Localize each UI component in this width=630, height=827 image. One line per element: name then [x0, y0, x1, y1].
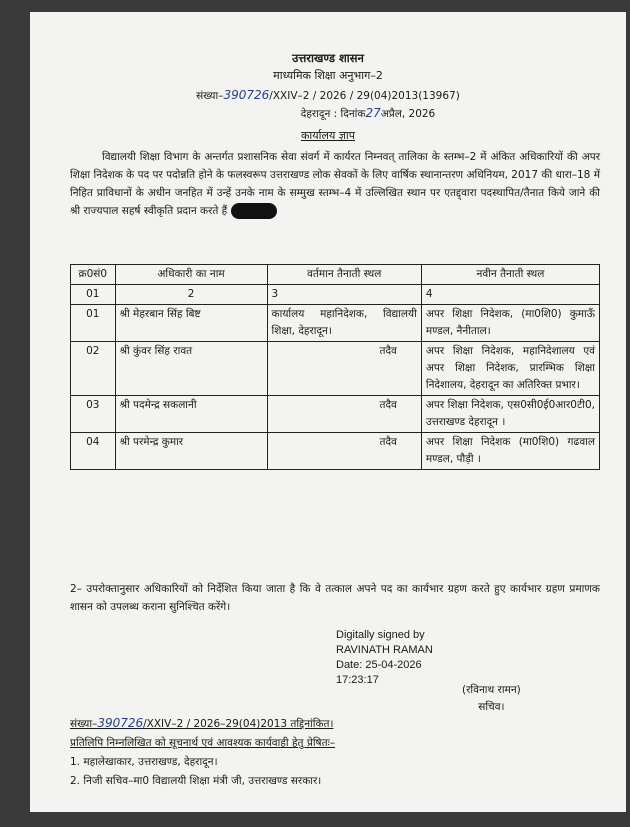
government-title: उत्तराखण्ड शासन [292, 51, 364, 65]
date-prefix: देहरादून : दिनांक [300, 108, 366, 120]
new-posting-cell: अपर शिक्षा निदेशक (मा0शि0) गढवाल मण्डल, पौड़ी । [421, 433, 599, 470]
officer-name-cell: श्री परमेन्द्र कुमार [115, 433, 267, 470]
table-row [71, 396, 600, 433]
current-posting-cell: कार्यालय महानिदेशक, विद्यालयी शिक्षा, देहरादून। [267, 305, 421, 342]
copy-reference-prefix: संख्या– [70, 718, 98, 730]
new-posting-cell: अपर शिक्षा निदेशक, (मा0शि0) कुमाऊँ मण्डल, नैनीताल। [421, 305, 599, 342]
signature-time: 17:23:17 [336, 674, 379, 686]
table-column-number-row [71, 285, 600, 305]
reference-suffix: /XXIV–2 / 2026 / 29(04)2013(13967) [269, 90, 460, 102]
posting-table [70, 264, 600, 470]
table-row [71, 433, 600, 470]
copy-list [70, 734, 335, 791]
order-title-text: कार्यालय ज्ञाप [300, 129, 355, 142]
date-suffix: अप्रैल, 2026 [380, 108, 436, 120]
column-number: 2 [115, 285, 267, 305]
current-posting-cell: तदैव [267, 433, 421, 470]
serial-cell: 01 [71, 305, 116, 342]
table-header-row [71, 265, 600, 285]
digital-signature-block [336, 628, 433, 688]
section-name: माध्यमिक शिक्षा अनुभाग–2 [273, 69, 383, 82]
signature-line: Digitally signed by [336, 629, 425, 641]
new-posting-cell: अपर शिक्षा निदेशक, एस0सी0ई0आर0टी0, उत्तराखण्ड देहरादून । [421, 396, 599, 433]
serial-cell: 04 [71, 433, 116, 470]
header-officer-name: अधिकारी का नाम [115, 265, 267, 285]
serial-cell: 03 [71, 396, 116, 433]
signatory-designation: सचिव। [478, 701, 505, 713]
handwritten-date: 27 [365, 106, 381, 120]
copy-heading: प्रतिलिपि निम्नलिखित को सूचनार्थ एवं आवश्यक कार्यवाही हेतु प्रेषितः– [70, 737, 335, 749]
column-number: 01 [71, 285, 116, 305]
current-posting-cell: तदैव [267, 396, 421, 433]
handwritten-copy-reference: 390726 [97, 716, 144, 730]
new-posting-cell: अपर शिक्षा निदेशक, महानिदेशालय एवं अपर शिक्षा निदेशक, प्रारम्भिक शिक्षा निदेशालय, देहरादून का अतिरिक्त प्रभार। [421, 342, 599, 396]
table-row [71, 305, 600, 342]
header-current-posting: वर्तमान तैनाती स्थल [267, 265, 421, 285]
list-item: 2. निजी सचिव–मा0 विद्यालयी शिक्षा मंत्री जी, उत्तराखण्ड सरकार। [70, 775, 322, 787]
signatory-block [462, 682, 521, 716]
officer-name-cell: श्री कुंवर सिंह रावत [115, 342, 267, 396]
officer-name-cell: श्री मेहरबान सिंह बिष्ट [115, 305, 267, 342]
handwritten-reference: 390726 [223, 88, 270, 102]
list-item: 1. महालेखाकार, उत्तराखण्ड, देहरादून। [70, 756, 218, 768]
order-paragraph [70, 148, 600, 220]
column-number: 3 [267, 285, 421, 305]
signature-date: Date: 25-04-2026 [336, 659, 422, 671]
serial-cell: 02 [71, 342, 116, 396]
order-paragraph-text: विद्यालयी शिक्षा विभाग के अन्तर्गत प्रशासनिक सेवा संवर्ग में कार्यरत निम्नवत् तालिका के स्तम्भ–2 में अंकित अधिकारियों की अपर शिक्षा निदेशक के पद पर पदोन्नति होने के फलस्वरूप उत्तराखण्ड लोक सेवकों के लिए वार्षिक स्थानान्तरण अधिनियम, 2017 की धारा–18 में निहित प्राविधानों के अधीन जनहित में उन्हें उनके नाम के सम्मुख स्तम्भ–4 में उल्लिखित स्थान पर एतद्द्वारा पदस्थापित/तैनात किये जाने की श्री राज्यपाल सहर्ष स्वीकृति प्रदान करते हैं [70, 151, 600, 217]
issue-date [30, 104, 626, 123]
reference-number [30, 86, 626, 105]
officer-name-cell: श्री पदमेन्द्र सकलानी [115, 396, 267, 433]
table-row [71, 342, 600, 396]
header-new-posting: नवीन तैनाती स्थल [421, 265, 599, 285]
copy-reference-number [70, 714, 334, 733]
instruction-paragraph: 2– उपरोक्तानुसार अधिकारियों को निर्देशित किया जाता है कि वे तत्काल अपने पद का कार्यभार ग्रहण करते हुए कार्यभार ग्रहण प्रमाणक शासन को उपलब्ध कराना सुनिश्चित करेंगे। [70, 583, 600, 613]
redaction-mark [231, 203, 277, 219]
header-serial: क्र0सं0 [71, 265, 116, 285]
current-posting-cell: तदैव [267, 342, 421, 396]
signer-name: RAVINATH RAMAN [336, 644, 433, 656]
document-page [30, 12, 626, 812]
reference-prefix: संख्या– [196, 90, 224, 102]
order-title [30, 128, 626, 145]
signatory-name: (रविनाथ रामन) [462, 684, 521, 696]
copy-reference-suffix: /XXIV–2 / 2026–29(04)2013 तद्दिनांकित। [143, 718, 334, 730]
column-number: 4 [421, 285, 599, 305]
